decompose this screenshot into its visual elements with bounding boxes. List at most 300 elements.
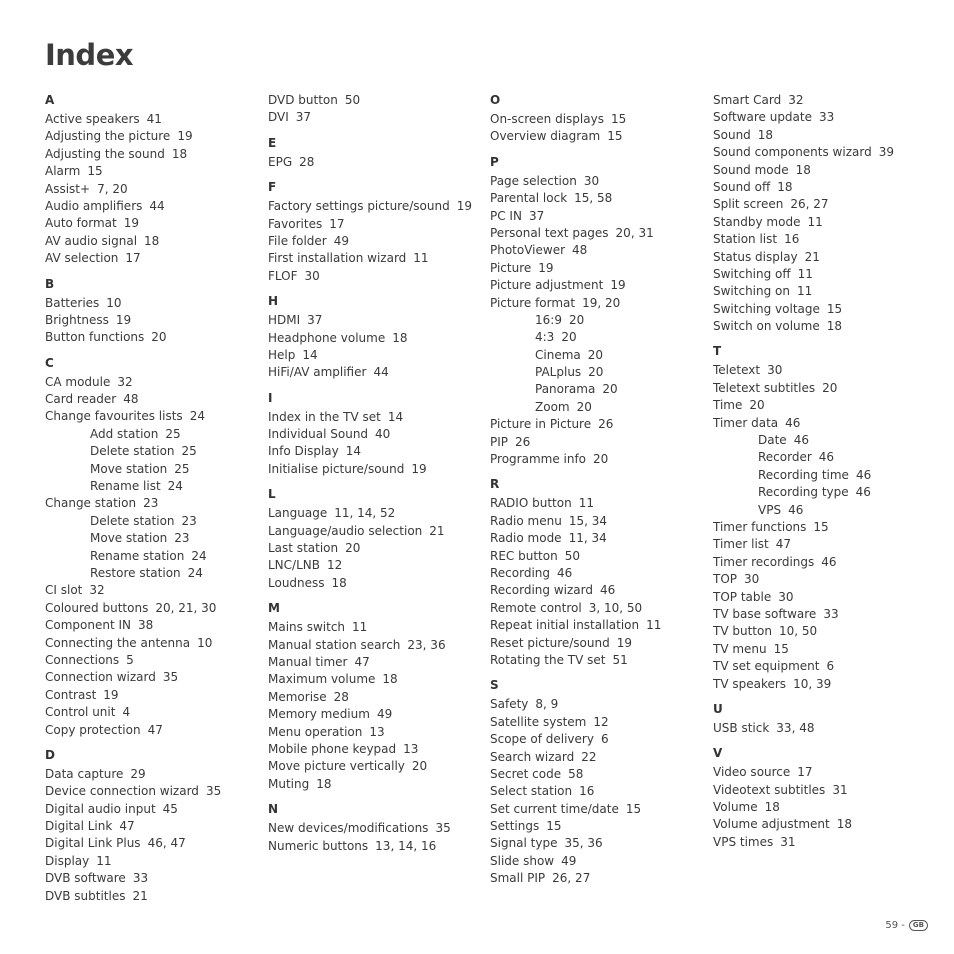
entry-term: HiFi/AV amplifier <box>268 365 367 380</box>
entry-pages: 26, 27 <box>790 197 829 212</box>
entry-term: Repeat initial installation <box>490 618 640 633</box>
entry-list <box>490 495 705 669</box>
index-entry <box>45 198 260 215</box>
entry-term: Timer data <box>713 415 779 430</box>
entry-term: Sound <box>713 127 751 142</box>
entry-term: Control unit <box>45 705 116 720</box>
entry-term: Sound mode <box>713 162 789 177</box>
entry-term: Individual Sound <box>268 427 369 442</box>
index-entry <box>45 669 260 686</box>
entry-pages: 10, 39 <box>793 676 832 691</box>
entry-pages: 46, 47 <box>147 836 186 851</box>
entry-pages: 30 <box>744 572 760 587</box>
entry-term: Move station <box>90 461 168 476</box>
entry-pages: 18 <box>757 127 774 142</box>
entry-term: Rotating the TV set <box>490 652 606 667</box>
page-footer <box>885 920 928 931</box>
entry-pages: 49 <box>376 707 393 722</box>
entry-list <box>268 505 483 592</box>
index-entry <box>45 888 260 905</box>
entry-term: Small PIP <box>490 871 546 886</box>
entry-pages: 13 <box>369 724 385 739</box>
entry-pages: 20 <box>588 365 604 380</box>
index-entry <box>45 704 260 721</box>
entry-term: Teletext subtitles <box>713 380 816 395</box>
entry-pages: 11 <box>807 214 823 229</box>
entry-pages: 11 <box>797 284 813 299</box>
index-entry <box>713 415 928 432</box>
index-entry <box>45 295 260 312</box>
index-subentry <box>713 449 928 466</box>
entry-pages: 46 <box>821 554 837 569</box>
entry-pages: 19 <box>123 216 139 231</box>
entry-pages: 20 <box>749 398 765 413</box>
entry-term: Info Display <box>268 444 339 459</box>
entry-pages: 46 <box>793 433 809 448</box>
entry-pages: 16 <box>784 232 800 247</box>
index-entry <box>268 557 483 574</box>
index-entry <box>45 181 260 198</box>
entry-list <box>268 619 483 793</box>
entry-pages: 18 <box>836 817 852 832</box>
index-subentry <box>713 432 928 449</box>
entry-pages: 6 <box>600 732 609 747</box>
entry-pages: 15 <box>773 641 789 656</box>
index-entry <box>268 92 483 109</box>
entry-term: Volume <box>713 800 758 815</box>
entry-term: Muting <box>268 776 310 791</box>
entry-term: Language <box>268 506 328 521</box>
index-entry <box>45 374 260 391</box>
entry-list <box>45 111 260 268</box>
entry-term: AV audio signal <box>45 233 138 248</box>
entry-term: Initialise picture/sound <box>268 461 405 476</box>
index-subentry <box>45 461 260 478</box>
entry-list <box>268 198 483 285</box>
entry-term: Switching off <box>713 266 791 281</box>
index-entry <box>713 519 928 536</box>
entry-term: TV base software <box>713 606 817 621</box>
index-entry <box>268 724 483 741</box>
index-subentry <box>45 478 260 495</box>
index-entry <box>45 495 260 512</box>
entry-pages: 18 <box>764 800 780 815</box>
index-entry <box>490 714 705 731</box>
entry-pages: 11 <box>413 251 429 266</box>
index-entry <box>268 505 483 522</box>
index-entry <box>490 696 705 713</box>
entry-pages: 29 <box>130 766 146 781</box>
entry-term: Audio amplifiers <box>45 198 143 213</box>
section-letter: D <box>45 747 55 762</box>
index-group <box>490 92 705 146</box>
entry-pages: 11, 34 <box>568 531 607 546</box>
entry-term: Recording type <box>758 485 849 500</box>
entry-pages: 18 <box>331 575 347 590</box>
index-entry <box>713 571 928 588</box>
entry-term: Split screen <box>713 197 784 212</box>
entry-pages: 46 <box>785 415 801 430</box>
entry-pages: 15 <box>607 129 623 144</box>
entry-term: Picture <box>490 260 532 275</box>
index-entry <box>490 190 705 207</box>
entry-term: Date <box>758 433 787 448</box>
index-entry <box>490 173 705 190</box>
index-entry <box>490 853 705 870</box>
entry-term: Settings <box>490 819 540 834</box>
entry-term: PALplus <box>535 365 582 380</box>
index-entry <box>268 820 483 837</box>
entry-pages: 35, 36 <box>564 836 603 851</box>
index-subentry <box>45 443 260 460</box>
index-entry <box>268 741 483 758</box>
entry-pages: 47 <box>119 819 135 834</box>
entry-pages: 32 <box>788 93 804 107</box>
country-badge: GB <box>909 920 928 931</box>
entry-term: First installation wizard <box>268 251 407 266</box>
index-entry <box>713 92 928 109</box>
entry-pages: 21 <box>132 888 148 903</box>
entry-pages: 33, 48 <box>776 720 815 735</box>
entry-pages: 30 <box>767 363 783 378</box>
entry-pages: 26 <box>515 434 531 449</box>
entry-term: AV selection <box>45 251 119 266</box>
entry-pages: 28 <box>299 154 315 169</box>
index-entry <box>490 260 705 277</box>
entry-term: Switching on <box>713 284 790 299</box>
entry-term: PIP <box>490 434 509 449</box>
index-entry <box>268 443 483 460</box>
entry-pages: 49 <box>561 853 577 868</box>
entry-term: Status display <box>713 249 798 264</box>
entry-term: Digital audio input <box>45 801 156 816</box>
entry-term: Switch on volume <box>713 319 820 334</box>
entry-term: Recording <box>490 565 551 580</box>
entry-term: Display <box>45 853 90 868</box>
index-column-3 <box>490 92 705 888</box>
index-entry <box>45 853 260 870</box>
entry-pages: 18 <box>777 179 793 194</box>
index-entry <box>268 540 483 557</box>
entry-term: Coloured buttons <box>45 600 149 615</box>
entry-pages: 32 <box>117 374 133 389</box>
index-entry <box>490 582 705 599</box>
entry-pages: 49 <box>333 233 350 248</box>
entry-pages: 16 <box>579 784 595 799</box>
entry-term: 4:3 <box>535 330 555 345</box>
index-group <box>490 154 705 469</box>
entry-pages: 47 <box>775 537 792 552</box>
entry-term: PC IN <box>490 208 522 223</box>
index-entry <box>45 329 260 346</box>
entry-pages: 15 <box>813 519 829 534</box>
index-entry <box>490 565 705 582</box>
index-entry <box>45 600 260 617</box>
entry-pages: 50 <box>344 93 361 107</box>
entry-pages: 15 <box>87 164 103 179</box>
entry-term: PhotoViewer <box>490 243 566 258</box>
index-entry <box>490 434 705 451</box>
index-entry <box>490 801 705 818</box>
entry-pages: 20 <box>561 330 577 345</box>
index-subentry <box>490 329 705 346</box>
entry-term: Device connection wizard <box>45 784 199 799</box>
section-letter: T <box>713 344 722 359</box>
entry-pages: 35 <box>162 670 179 685</box>
entry-pages: 37 <box>295 110 312 125</box>
entry-pages: 46 <box>599 583 616 598</box>
index-entry <box>268 461 483 478</box>
index-entry <box>713 536 928 553</box>
entry-term: Timer list <box>713 537 769 552</box>
index-entry <box>45 215 260 232</box>
index-column-1 <box>45 92 260 905</box>
index-entry <box>45 312 260 329</box>
entry-term: HDMI <box>268 313 301 328</box>
entry-pages: 24 <box>187 565 203 580</box>
entry-pages: 28 <box>333 689 349 704</box>
entry-term: Videotext subtitles <box>713 782 826 797</box>
page-number: 59 - <box>885 920 905 931</box>
index-entry <box>45 766 260 783</box>
entry-term: Alarm <box>45 164 81 179</box>
entry-term: Memory medium <box>268 707 370 722</box>
entry-pages: 48 <box>572 243 588 258</box>
index-entry <box>268 758 483 775</box>
entry-term: 16:9 <box>535 312 562 327</box>
entry-pages: 35 <box>205 784 222 799</box>
entry-term: Slide show <box>490 853 555 868</box>
entry-term: Secret code <box>490 766 562 781</box>
index-group <box>268 293 483 382</box>
entry-pages: 32 <box>89 583 105 598</box>
index-entry <box>713 283 928 300</box>
index-entry <box>713 589 928 606</box>
entry-pages: 11, 14, 52 <box>334 506 396 521</box>
entry-pages: 24 <box>189 409 205 424</box>
entry-list <box>45 374 260 739</box>
entry-pages: 15, 58 <box>574 191 613 206</box>
entry-pages: 20 <box>568 312 585 327</box>
entry-pages: 12 <box>593 714 609 729</box>
entry-list <box>490 111 705 146</box>
index-entry <box>490 731 705 748</box>
index-entry <box>713 301 928 318</box>
entry-pages: 23 <box>181 513 197 528</box>
index-entry <box>45 818 260 835</box>
entry-term: Select station <box>490 784 573 799</box>
index-entry <box>713 380 928 397</box>
entry-pages: 46 <box>818 450 835 465</box>
entry-pages: 18 <box>826 319 842 334</box>
entry-pages: 45 <box>162 801 178 816</box>
entry-term: FLOF <box>268 268 298 283</box>
index-entry <box>45 582 260 599</box>
entry-list <box>268 312 483 382</box>
entry-pages: 20 <box>576 399 592 414</box>
index-entry <box>713 362 928 379</box>
index-entry <box>268 233 483 250</box>
entry-term: REC button <box>490 548 558 563</box>
entry-pages: 48 <box>123 392 139 407</box>
entry-term: VPS <box>758 502 782 517</box>
entry-pages: 19 <box>411 461 427 476</box>
entry-term: Rename list <box>90 479 161 494</box>
entry-pages: 19 <box>610 278 626 293</box>
entry-term: Satellite system <box>490 714 587 729</box>
entry-term: Move station <box>90 531 168 546</box>
entry-term: Adjusting the picture <box>45 129 171 144</box>
entry-term: CI slot <box>45 583 83 598</box>
index-entry <box>268 671 483 688</box>
index-entry <box>268 689 483 706</box>
section-letter: C <box>45 355 54 370</box>
entry-term: TOP <box>713 572 738 587</box>
entry-term: RADIO button <box>490 496 572 511</box>
index-entry <box>713 606 928 623</box>
entry-pages: 46 <box>557 565 573 580</box>
index-entry <box>713 720 928 737</box>
index-entry <box>713 799 928 816</box>
index-entry <box>268 268 483 285</box>
entry-term: Copy protection <box>45 722 141 737</box>
index-subentry <box>490 381 705 398</box>
section-letter: S <box>490 678 499 693</box>
entry-list <box>490 696 705 887</box>
entry-term: Menu operation <box>268 724 363 739</box>
index-entry <box>45 391 260 408</box>
entry-pages: 20 <box>345 541 361 556</box>
entry-pages: 31 <box>780 834 796 849</box>
index-entry <box>268 347 483 364</box>
entry-term: Change station <box>45 496 137 511</box>
entry-pages: 18 <box>316 776 332 791</box>
entry-pages: 40 <box>375 427 391 442</box>
entry-term: TV button <box>713 624 772 639</box>
entry-term: Favorites <box>268 216 323 231</box>
entry-term: Station list <box>713 232 778 247</box>
entry-term: Radio menu <box>490 513 562 528</box>
entry-term: Picture adjustment <box>490 278 604 293</box>
index-entry <box>713 554 928 571</box>
index-entry <box>490 652 705 669</box>
index-entry <box>713 249 928 266</box>
section-letter: F <box>268 180 277 195</box>
entry-pages: 21 <box>429 523 445 538</box>
entry-pages: 18 <box>392 330 408 345</box>
entry-term: Signal type <box>490 836 558 851</box>
entry-pages: 30 <box>304 268 320 283</box>
index-entry <box>268 198 483 215</box>
index-entry <box>45 722 260 739</box>
index-subentry <box>713 467 928 484</box>
entry-term: Help <box>268 347 296 362</box>
entry-term: Standby mode <box>713 214 801 229</box>
index-entry <box>268 216 483 233</box>
entry-term: On-screen displays <box>490 112 604 126</box>
entry-pages: 44 <box>373 365 389 380</box>
entry-pages: 21 <box>804 249 820 264</box>
section-letter: N <box>268 802 279 817</box>
entry-pages: 15 <box>610 112 627 126</box>
index-entry <box>45 617 260 634</box>
entry-term: TOP table <box>713 589 772 604</box>
index-entry <box>45 835 260 852</box>
index-entry <box>490 530 705 547</box>
entry-list <box>713 92 928 335</box>
index-entry <box>45 783 260 800</box>
entry-pages: 46 <box>788 502 804 517</box>
entry-term: Recording wizard <box>490 583 593 598</box>
entry-term: Digital Link Plus <box>45 836 141 851</box>
entry-term: DVB software <box>45 871 126 886</box>
entry-pages: 20, 31 <box>615 225 654 240</box>
index-entry <box>268 706 483 723</box>
index-entry <box>45 111 260 128</box>
entry-term: Last station <box>268 541 339 556</box>
entry-pages: 26 <box>598 417 614 432</box>
entry-pages: 10 <box>106 295 122 310</box>
index-group <box>713 92 928 335</box>
entry-pages: 19 <box>538 260 554 275</box>
entry-pages: 30 <box>583 173 600 188</box>
entry-pages: 11 <box>352 620 368 635</box>
index-entry <box>45 128 260 145</box>
index-entry <box>713 764 928 781</box>
entry-term: Recording time <box>758 467 849 482</box>
entry-term: Connecting the antenna <box>45 635 191 650</box>
index-entry <box>490 818 705 835</box>
index-subentry <box>45 426 260 443</box>
index-entry <box>45 163 260 180</box>
index-entry <box>490 495 705 512</box>
index-entry <box>268 619 483 636</box>
index-entry <box>268 250 483 267</box>
entry-term: EPG <box>268 154 293 169</box>
index-group <box>268 390 483 479</box>
index-entry <box>490 749 705 766</box>
index-subentry <box>490 399 705 416</box>
index-entry <box>268 154 483 171</box>
index-entry <box>268 838 483 855</box>
index-entry <box>268 637 483 654</box>
index-entry <box>490 295 705 312</box>
entry-pages: 20 <box>593 452 609 467</box>
index-subentry <box>45 513 260 530</box>
index-entry <box>713 816 928 833</box>
entry-pages: 11 <box>646 618 662 633</box>
entry-pages: 24 <box>167 479 183 494</box>
entry-term: Button functions <box>45 330 145 345</box>
entry-pages: 11 <box>96 853 112 868</box>
section-letter: O <box>490 93 501 107</box>
index-subentry <box>45 530 260 547</box>
entry-pages: 35 <box>435 821 451 836</box>
entry-term: Delete station <box>90 513 175 528</box>
entry-term: Parental lock <box>490 191 568 206</box>
entry-term: Language/audio selection <box>268 523 423 538</box>
index-group <box>268 486 483 592</box>
entry-pages: 23 <box>174 531 190 546</box>
entry-pages: 17 <box>125 251 141 266</box>
entry-term: Mains switch <box>268 620 346 635</box>
entry-list <box>713 720 928 737</box>
entry-term: Timer functions <box>713 519 807 534</box>
section-letter: M <box>268 601 280 616</box>
index-group <box>268 600 483 793</box>
entry-term: Index in the TV set <box>268 409 381 424</box>
entry-term: Reset picture/sound <box>490 635 610 650</box>
